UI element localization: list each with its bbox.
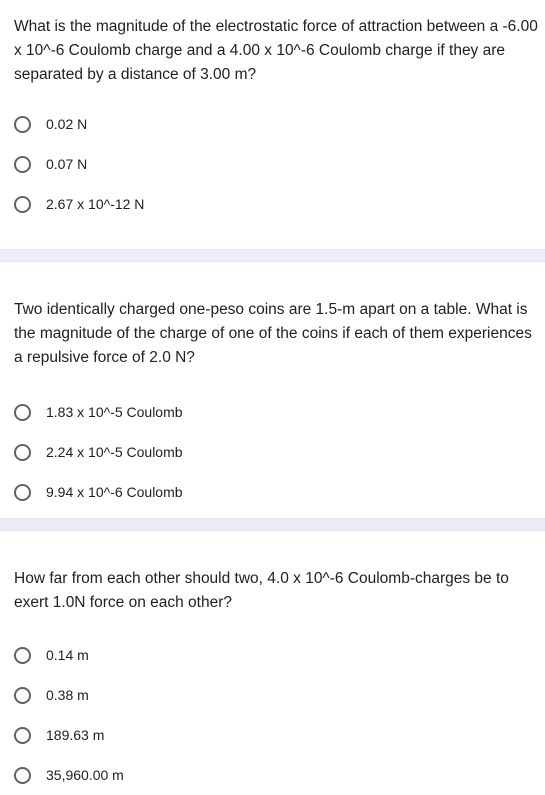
radio-button[interactable]: [14, 404, 31, 421]
option-label: 0.14 m: [46, 647, 89, 663]
option-2-67e-12-n[interactable]: [0, 184, 545, 224]
option-label: 1.83 x 10^-5 Coulomb: [46, 404, 183, 420]
option-0-02-n[interactable]: [0, 104, 545, 144]
section-divider: [0, 518, 545, 531]
option-label: 9.94 x 10^-6 Coulomb: [46, 484, 183, 500]
option-2-24e-5-coulomb[interactable]: [0, 432, 545, 472]
option-label: 0.38 m: [46, 687, 89, 703]
radio-button[interactable]: [14, 647, 31, 664]
option-0-38-m[interactable]: [0, 675, 545, 715]
options-list: [0, 104, 545, 224]
radio-button[interactable]: [14, 156, 31, 173]
radio-button[interactable]: [14, 727, 31, 744]
option-0-07-n[interactable]: [0, 144, 545, 184]
radio-button[interactable]: [14, 687, 31, 704]
radio-button[interactable]: [14, 196, 31, 213]
question-text: Two identically charged one-peso coins are 1.5-m apart on a table. What is the magnitude of the charge of one of the coins if each of them experiences a repulsive force of 2.0 N?: [14, 301, 532, 366]
question-3: [0, 531, 545, 794]
option-label: 189.63 m: [46, 727, 105, 743]
option-0-14-m[interactable]: [0, 635, 545, 675]
option-label: 0.02 N: [46, 116, 88, 132]
radio-button[interactable]: [14, 116, 31, 133]
option-label: 2.24 x 10^-5 Coulomb: [46, 444, 183, 460]
radio-button[interactable]: [14, 444, 31, 461]
option-label: 2.67 x 10^-12 N: [46, 196, 145, 212]
section-divider: [0, 249, 545, 262]
option-label: 35,960.00 m: [46, 767, 124, 783]
option-35960-m[interactable]: [0, 755, 545, 795]
option-9-94e-6-coulomb[interactable]: [0, 472, 545, 512]
question-text: How far from each other should two, 4.0 x 10^-6 Coulomb-charges be to exert 1.0N force on each other?: [14, 570, 509, 611]
option-189-63-m[interactable]: [0, 715, 545, 755]
question-2: [0, 262, 545, 518]
options-list: [0, 392, 545, 512]
question-1: [0, 0, 545, 249]
option-1-83e-5-coulomb[interactable]: [0, 392, 545, 432]
options-list: [0, 635, 545, 795]
question-text: What is the magnitude of the electrostatic force of attraction between a -6.00 x 10^-6 Coulomb charge and a 4.00 x 10^-6 Coulomb charge if they are separated by a distance of 3.00 m?: [14, 18, 538, 83]
radio-button[interactable]: [14, 484, 31, 501]
option-label: 0.07 N: [46, 156, 88, 172]
